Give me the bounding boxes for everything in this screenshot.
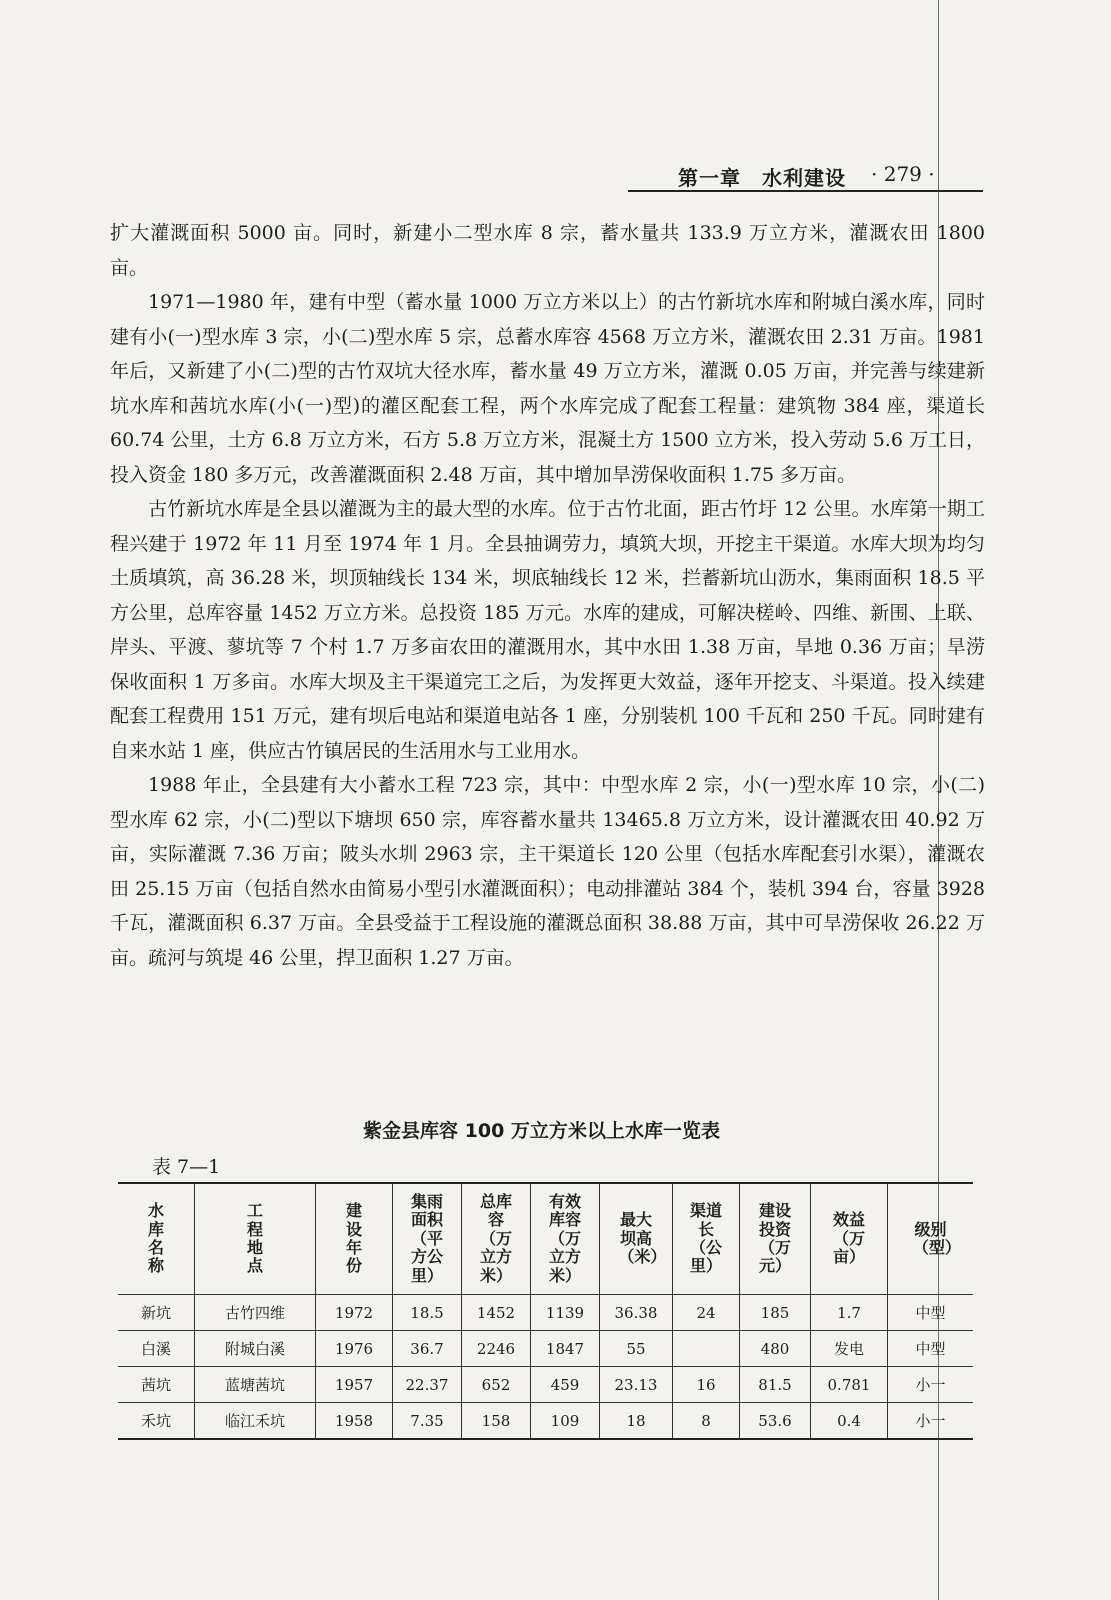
header-cell: 效益（万亩） xyxy=(811,1183,888,1295)
header-cell: 建设年份 xyxy=(316,1183,393,1295)
table-cell: 18 xyxy=(600,1403,673,1440)
table-cell: 1.7 xyxy=(811,1295,888,1331)
table-row xyxy=(118,1367,973,1403)
table-cell: 16 xyxy=(673,1367,740,1403)
table-cell: 发电 xyxy=(811,1331,888,1367)
table-cell: 附城白溪 xyxy=(195,1331,316,1367)
table-cell xyxy=(673,1331,740,1367)
paragraph-3: 古竹新坑水库是全县以灌溉为主的最大型的水库。位于古竹北面，距古竹圩 12 公里。水库第一期工程兴建于 1972 年 11 月至 1974 年 1 月。全县抽调劳力，填筑大坝，开挖主干渠道。水库大坝为均匀土质填筑，高 36.28 米，坝顶轴线长 134 米，坝底轴线长 12 米，拦蓄新坑山沥水，集雨面积 18.5 平方公里，总库容量 1452 万立方米。总投资 185 万元。水库的建成，可解决槎岭、四维、新围、上联、岸头、平渡、蓼坑等 7 个村 1.7 万多亩农田的灌溉用水，其中水田 1.38 万亩，旱地 0.36 万亩；旱涝保收面积 1 万多亩。水库大坝及主干渠道完工之后，为发挥更大效益，逐年开挖支、斗渠道。投入续建配套工程费用 151 万元，建有坝后电站和渠道电站各 1 座，分别装机 100 千瓦和 250 千瓦。同时建有自来水站 1 座，供应古竹镇居民的生活用水与工业用水。 xyxy=(110,498,985,762)
table-cell: 24 xyxy=(673,1295,740,1331)
table-cell: 茜坑 xyxy=(118,1367,195,1403)
body-text xyxy=(110,216,985,975)
table-cell: 1847 xyxy=(531,1331,600,1367)
table-cell: 36.38 xyxy=(600,1295,673,1331)
header-cell: 最大坝高（米） xyxy=(600,1183,673,1295)
page-number: · 279 · xyxy=(871,162,935,186)
table-cell: 185 xyxy=(740,1295,811,1331)
table-cell: 禾坑 xyxy=(118,1403,195,1440)
table-cell: 158 xyxy=(462,1403,531,1440)
table-cell: 中型 xyxy=(888,1331,974,1367)
running-header xyxy=(628,160,983,192)
table-cell: 1957 xyxy=(316,1367,393,1403)
table-cell: 2246 xyxy=(462,1331,531,1367)
table-cell: 0.4 xyxy=(811,1403,888,1440)
table-cell: 新坑 xyxy=(118,1295,195,1331)
chapter-title: 第一章 水利建设 xyxy=(678,166,846,190)
table-cell: 480 xyxy=(740,1331,811,1367)
table-cell: 0.781 xyxy=(811,1367,888,1403)
table-cell: 459 xyxy=(531,1367,600,1403)
header-cell: 有效库容（万立方米） xyxy=(531,1183,600,1295)
table-cell: 53.6 xyxy=(740,1403,811,1440)
table-cell: 1139 xyxy=(531,1295,600,1331)
table-cell: 18.5 xyxy=(393,1295,462,1331)
header-cell: 工程地点 xyxy=(195,1183,316,1295)
paragraph-2: 1971—1980 年，建有中型（蓄水量 1000 万立方米以上）的古竹新坑水库和附城白溪水库，同时建有小(一)型水库 3 宗，小(二)型水库 5 宗，总蓄水库容 4568 万立方米，灌溉农田 2.31 万亩。1981 年后，又新建了小(二)型的古竹双坑大径水库，蓄水量 49 万立方米，灌溉 0.05 万亩，并完善与续建新坑水库和茜坑水库(小(一)型)的灌区配套工程，两个水库完成了配套工程量：建筑物 384 座，渠道长 60.74 公里，土方 6.8 万立方米，石方 5.8 万立方米，混凝土方 1500 立方米，投入劳动 5.6 万工日，投入资金 180 多万元，改善灌溉面积 2.48 万亩，其中增加旱涝保收面积 1.75 多万亩。 xyxy=(110,291,985,486)
table-title: 紫金县库容 100 万立方米以上水库一览表 xyxy=(363,1120,720,1142)
table-label: 表 7—1 xyxy=(152,1156,221,1178)
paragraph-1: 扩大灌溉面积 5000 亩。同时，新建小二型水库 8 宗，蓄水量共 133.9 万立方米，灌溉农田 1800 亩。 xyxy=(110,222,985,279)
header-cell: 水库名称 xyxy=(118,1183,195,1295)
table-cell: 蓝塘茜坑 xyxy=(195,1367,316,1403)
table-cell: 小一 xyxy=(888,1403,974,1440)
table-cell: 55 xyxy=(600,1331,673,1367)
table-cell: 1958 xyxy=(316,1403,393,1440)
table-cell: 81.5 xyxy=(740,1367,811,1403)
header-cell: 集雨面积（平方公里） xyxy=(393,1183,462,1295)
table-cell: 22.37 xyxy=(393,1367,462,1403)
table-cell: 古竹四维 xyxy=(195,1295,316,1331)
table-cell: 1452 xyxy=(462,1295,531,1331)
header-cell: 建设投资（万元） xyxy=(740,1183,811,1295)
table-cell: 36.7 xyxy=(393,1331,462,1367)
table-cell: 23.13 xyxy=(600,1367,673,1403)
table-row xyxy=(118,1295,973,1331)
table-cell: 652 xyxy=(462,1367,531,1403)
table-cell: 中型 xyxy=(888,1295,974,1331)
table-body xyxy=(118,1295,973,1440)
table-cell: 7.35 xyxy=(393,1403,462,1440)
table-row xyxy=(118,1403,973,1440)
table-cell: 白溪 xyxy=(118,1331,195,1367)
header-cell: 级别（型） xyxy=(888,1183,974,1295)
header-cell: 渠道长（公里） xyxy=(673,1183,740,1295)
paragraph-4: 1988 年止，全县建有大小蓄水工程 723 宗，其中：中型水库 2 宗，小(一)型水库 10 宗，小(二)型水库 62 宗，小(二)型以下塘坝 650 宗，库容蓄水量共 13465.8 万立方米，设计灌溉农田 40.92 万亩，实际灌溉 7.36 万亩；陂头水圳 2963 宗，主干渠道长 120 公里（包括水库配套引水渠），灌溉农田 25.15 万亩（包括自然水由简易小型引水灌溉面积）；电动排灌站 384 个，装机 394 台，容量 3928 千瓦，灌溉面积 6.37 万亩。全县受益于工程设施的灌溉总面积 38.88 万亩，其中可旱涝保收 26.22 万亩。疏河与筑堤 46 公里，捍卫面积 1.27 万亩。 xyxy=(110,774,985,969)
table-cell: 109 xyxy=(531,1403,600,1440)
table-cell: 1972 xyxy=(316,1295,393,1331)
table-row xyxy=(118,1331,973,1367)
table-cell: 8 xyxy=(673,1403,740,1440)
table-cell: 临江禾坑 xyxy=(195,1403,316,1440)
table-header-row xyxy=(118,1183,973,1295)
table-cell: 小一 xyxy=(888,1367,974,1403)
table-cell: 1976 xyxy=(316,1331,393,1367)
header-cell: 总库容（万立方米） xyxy=(462,1183,531,1295)
reservoir-table xyxy=(118,1182,973,1440)
